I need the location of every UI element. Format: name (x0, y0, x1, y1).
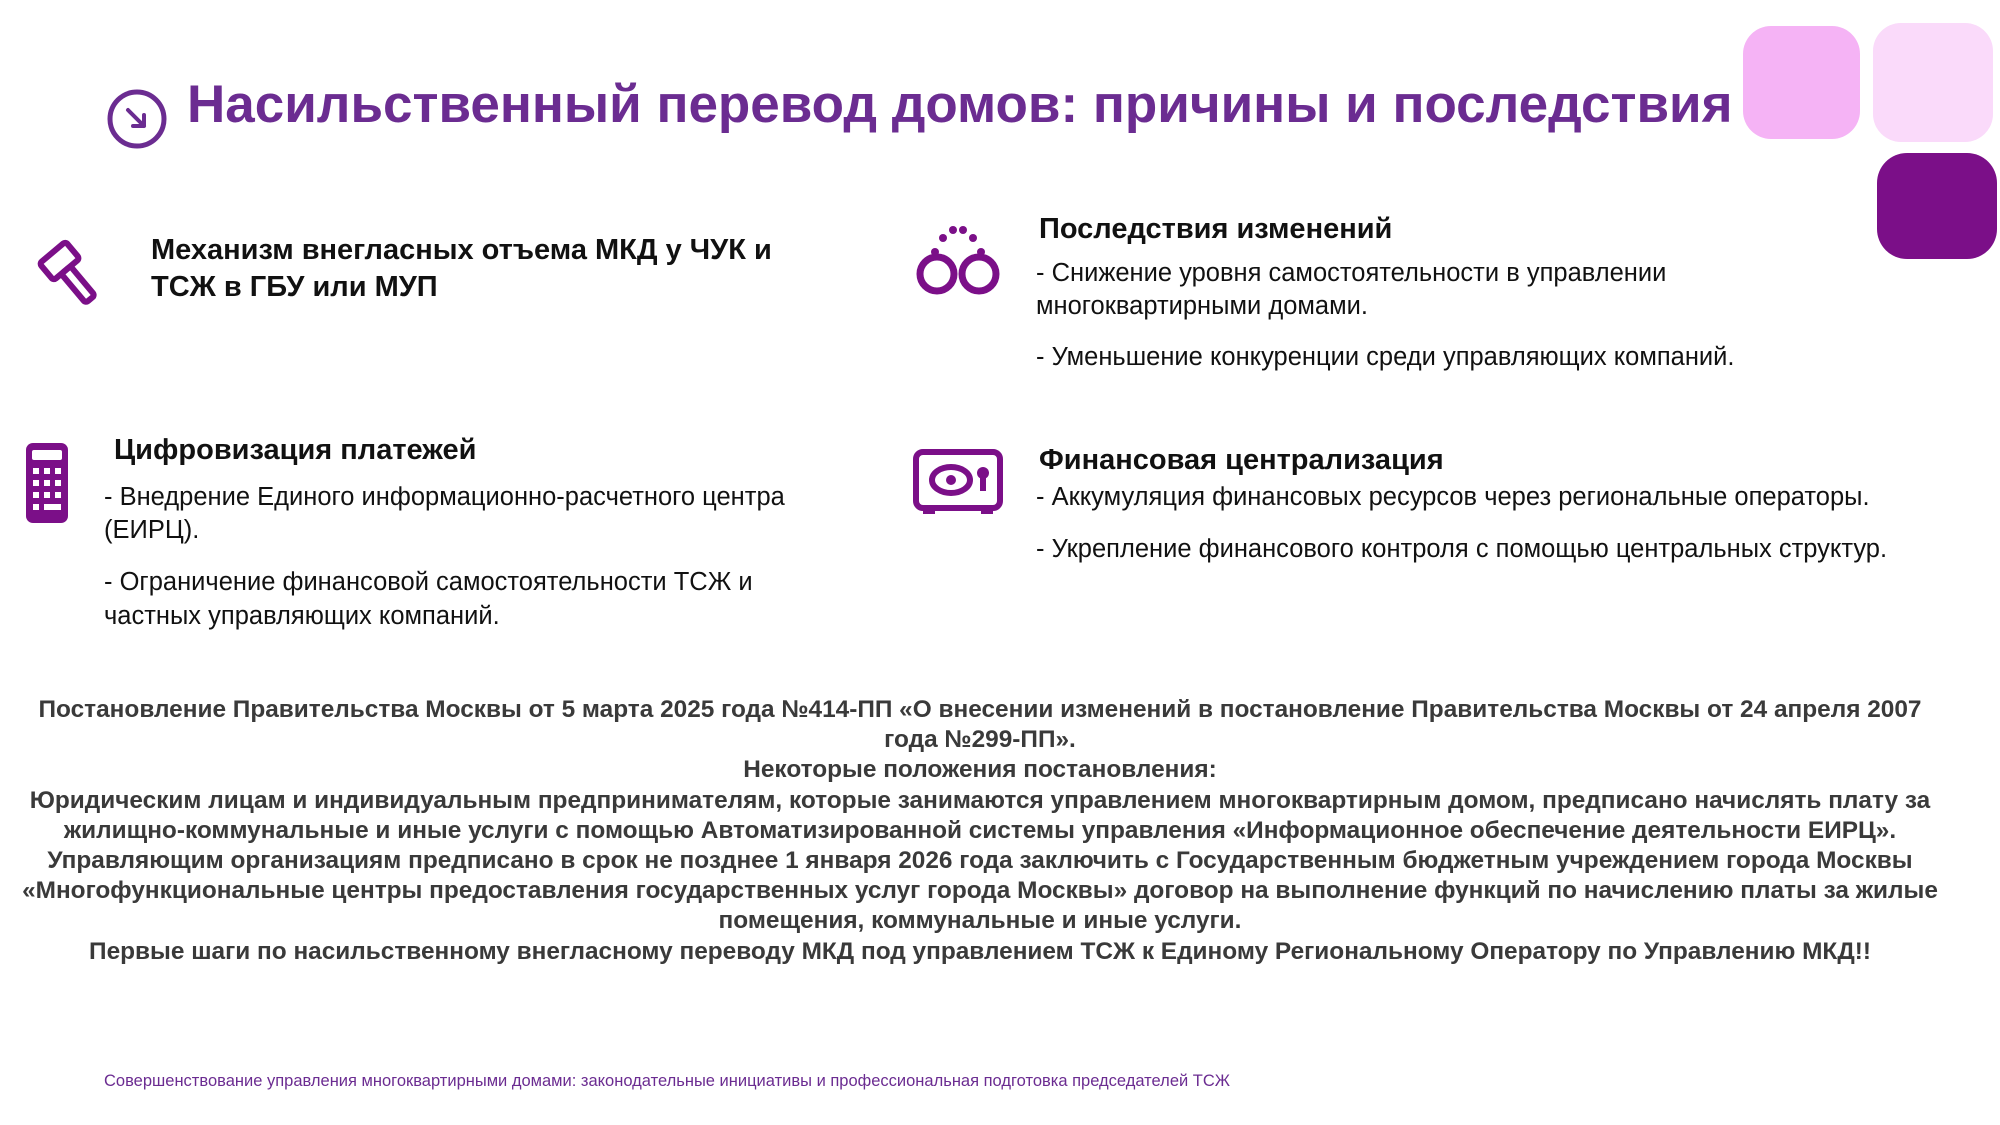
digital-item-2-line1: - Ограничение финансовой самостоятельности ТСЖ и (104, 568, 753, 596)
footer-text: Совершенствование управления многоквартирными домами: законодательные инициативы и профессиональная подготовка председателей ТСЖ (104, 1072, 1231, 1090)
resolution-paragraph-3: Юридическим лицам и индивидуальным предпринимателям, которые занимаются управлением многоквартирным домом, предписано начислять плату за жилищно-коммунальные и иные услуги с помощью Автоматизированной системы управления «Информационное обеспечение деятельности ЕИРЦ». (29, 786, 1931, 844)
digital-item-1-line2: (ЕИРЦ). (104, 516, 200, 545)
handcuffs-icon (913, 218, 1003, 308)
decor-square-purple (1877, 153, 1997, 259)
mechanism-title-line2: ТСЖ в ГБУ или МУП (151, 271, 438, 304)
resolution-text (20, 695, 1940, 967)
mechanism-title-line1: Механизм внегласных отъема МКД у ЧУК и (151, 234, 772, 266)
digital-item-2 (104, 565, 904, 634)
page-title: Насильственный перевод домов: причины и последствия (187, 75, 1733, 134)
decor-square-light-pink (1873, 23, 1993, 142)
resolution-paragraph-4: Управляющим организациям предписано в срок не позднее 1 января 2026 года заключить с Государственным бюджетным учреждением города Москвы «Многофункциональные центры предоставления государственных услуг города Москвы» договор на выполнение функций по начислению платы за жилые помещения, коммунальные и иные услуги. (22, 847, 1938, 935)
digital-item-1-line1: - Внедрение Единого информационно-расчетного центра (104, 483, 785, 511)
consequences-item-1 (1036, 257, 1836, 323)
consequences-item-1-line2: многоквартирными домами. (1036, 292, 1368, 321)
decor-square-pink (1743, 26, 1860, 139)
digital-item-2-line2: частных управляющих компаний. (104, 602, 500, 631)
digital-title: Цифровизация платежей (114, 434, 477, 466)
resolution-paragraph-1: Постановление Правительства Москвы от 5 марта 2025 года №414-ПП «О внесении изменений в постановление Правительства Москвы от 24 апреля 2007 года №299-ПП». (38, 696, 1922, 754)
digital-item-1 (104, 481, 904, 547)
consequences-item-1-line1: - Снижение уровня самостоятельности в управлении (1036, 259, 1667, 287)
calculator-icon (2, 438, 92, 528)
resolution-paragraph-2: Некоторые положения постановления: (743, 756, 1217, 784)
circle-arrow-icon (106, 88, 168, 150)
finance-title: Финансовая централизация (1039, 444, 1444, 476)
finance-item-2: - Укрепление финансового контроля с помощью центральных структур. (1036, 535, 1888, 563)
consequences-title: Последствия изменений (1039, 213, 1393, 245)
consequences-item-2: - Уменьшение конкуренции среди управляющих компаний. (1036, 343, 1735, 371)
mechanism-title (151, 232, 851, 306)
safe-icon (913, 435, 1003, 525)
resolution-paragraph-5: Первые шаги по насильственному внегласному переводу МКД под управлением ТСЖ к Единому Региональному Оператору по Управлению МКД!! (89, 937, 1871, 965)
gavel-icon (22, 228, 112, 318)
finance-item-1: - Аккумуляция финансовых ресурсов через региональные операторы. (1036, 483, 1870, 511)
